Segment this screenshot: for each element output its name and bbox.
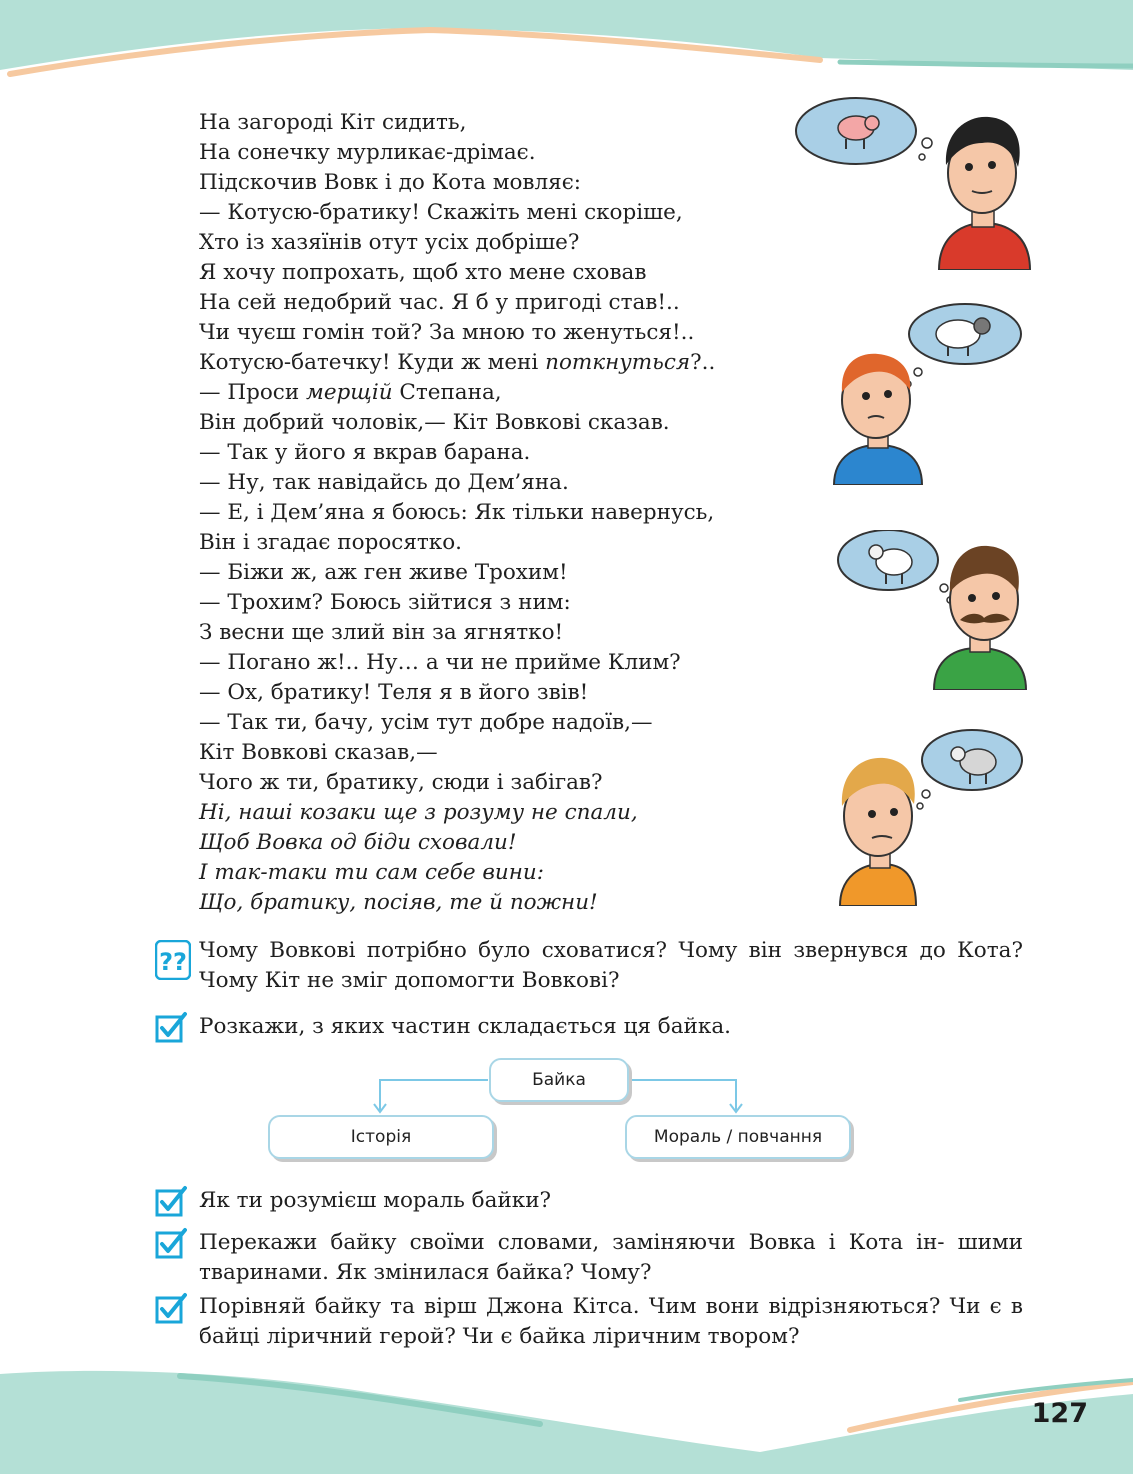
poem-text-run: — Трохим? Боюсь зійтися з ним: bbox=[199, 590, 571, 615]
poem-text-run: — Ну, так навідайсь до Дем’яна. bbox=[199, 470, 569, 495]
poem-text-run: Чого ж ти, братику, сюди і забігав? bbox=[199, 770, 603, 795]
question-marks-icon bbox=[155, 940, 191, 980]
poem-text-run: — Так ти, бачу, усім тут добре надоїв,— bbox=[199, 710, 653, 735]
poem-text-run: Степана, bbox=[392, 380, 502, 405]
poem-text-run: Підскочив Вовк і до Кота мовляє: bbox=[199, 170, 582, 195]
question-text: Чому Вовкові потрібно було сховатися? Чому він звернувся до Кота? Чому Кіт не зміг допомогти Вовкові? bbox=[199, 938, 1023, 993]
diagram-node-moral: Мораль / повчання bbox=[625, 1115, 851, 1159]
poem-text-run: Кіт Вовкові сказав,— bbox=[199, 740, 438, 765]
poem-line bbox=[199, 648, 839, 678]
poem-italic-text: мерщій bbox=[306, 380, 393, 405]
poem-line bbox=[199, 528, 839, 558]
task-retell-text: Перекажи байку своїми словами, заміняючи Вовка і Кота ін- шими тваринами. Як змінилася байка? Чому? bbox=[199, 1230, 1023, 1285]
top-decoration bbox=[0, 0, 1133, 90]
poem-line bbox=[199, 768, 839, 798]
poem-line bbox=[199, 138, 839, 168]
poem-line bbox=[199, 858, 839, 888]
poem-line bbox=[199, 288, 839, 318]
poem-line bbox=[199, 348, 839, 378]
poem-line bbox=[199, 558, 839, 588]
page-number: 127 bbox=[1031, 1398, 1088, 1429]
checkbox-icon bbox=[155, 1185, 187, 1217]
poem-text-run: Він добрий чоловік,— Кіт Вовкові сказав. bbox=[199, 410, 670, 435]
poem-line bbox=[199, 318, 839, 348]
poem-line bbox=[199, 498, 839, 528]
man-thinking-about-lamb-illustration bbox=[836, 530, 1031, 690]
poem-line bbox=[199, 588, 839, 618]
poem-line bbox=[199, 468, 839, 498]
poem-text-run: — Біжи ж, аж ген живе Трохим! bbox=[199, 560, 568, 585]
poem-text bbox=[199, 108, 839, 918]
poem-line bbox=[199, 828, 839, 858]
poem-text-run: Він і згадає поросятко. bbox=[199, 530, 462, 555]
svg-text:??: ?? bbox=[159, 948, 187, 976]
poem-line bbox=[199, 378, 839, 408]
poem-line bbox=[199, 408, 839, 438]
poem-text-run: — Е, і Дем’яна я боюсь: Як тільки навернусь, bbox=[199, 500, 715, 525]
poem-text-run: Чи чуєш гомін той? За мною то женуться!.. bbox=[199, 320, 695, 345]
poem-line bbox=[199, 708, 839, 738]
boy-thinking-about-calf-illustration bbox=[832, 728, 1032, 906]
poem-line bbox=[199, 738, 839, 768]
poem-line bbox=[199, 168, 839, 198]
poem-text-run: — Погано ж!.. Ну… а чи не прийме Клим? bbox=[199, 650, 681, 675]
boy-thinking-about-ram-illustration bbox=[830, 300, 1040, 485]
poem-text-run: На загороді Кіт сидить, bbox=[199, 110, 467, 135]
poem-text-run: З весни ще злий він за ягнятко! bbox=[199, 620, 564, 645]
task-moral-text: Як ти розумієш мораль байки? bbox=[199, 1188, 552, 1213]
poem-italic-text: Що, братику, посіяв, те й пожни! bbox=[199, 890, 598, 915]
poem-text-run: ?.. bbox=[690, 350, 716, 375]
poem-line bbox=[199, 798, 839, 828]
checkbox-icon bbox=[155, 1227, 187, 1259]
poem-line bbox=[199, 198, 839, 228]
task-compare-text: Порівняй байку та вірш Джона Кітса. Чим вони відрізняються? Чи є в байці ліричний герой? Чи є байка ліричним твором? bbox=[199, 1294, 1023, 1349]
poem-line bbox=[199, 678, 839, 708]
poem-text-run: Котусю-батечку! Куди ж мені bbox=[199, 350, 546, 375]
poem-text-run: Хто із хазяїнів отут усіх добріше? bbox=[199, 230, 580, 255]
boy-thinking-about-pig-illustration bbox=[794, 95, 1034, 270]
poem-italic-text: поткнуться bbox=[545, 350, 691, 375]
poem-line bbox=[199, 258, 839, 288]
poem-line bbox=[199, 888, 839, 918]
poem-italic-text: Щоб Вовка од біди сховали! bbox=[199, 830, 517, 855]
poem-line bbox=[199, 438, 839, 468]
bottom-decoration bbox=[0, 1364, 1133, 1474]
poem-text-run: На сей недобрий час. Я б у пригоді став!.. bbox=[199, 290, 680, 315]
fable-structure-diagram bbox=[268, 1058, 858, 1168]
poem-italic-text: Ні, наші козаки ще з розуму не спали, bbox=[199, 800, 638, 825]
poem-text-run: Я хочу попрохать, щоб хто мене сховав bbox=[199, 260, 647, 285]
checkbox-icon bbox=[155, 1292, 187, 1324]
poem-line bbox=[199, 228, 839, 258]
poem-text-run: — Ох, братику! Теля я в його звів! bbox=[199, 680, 589, 705]
poem-italic-text: І так-таки ти сам себе вини: bbox=[199, 860, 545, 885]
poem-text-run: — Котусю-братику! Скажіть мені скоріше, bbox=[199, 200, 683, 225]
checkbox-icon bbox=[155, 1011, 187, 1043]
poem-text-run: — Так у його я вкрав барана. bbox=[199, 440, 531, 465]
diagram-node-story: Історія bbox=[268, 1115, 494, 1159]
poem-line bbox=[199, 618, 839, 648]
poem-text-run: — Проси bbox=[199, 380, 306, 405]
poem-line bbox=[199, 108, 839, 138]
task-parts-text: Розкажи, з яких частин складається ця байка. bbox=[199, 1014, 731, 1039]
diagram-node-fable: Байка bbox=[489, 1058, 629, 1102]
poem-text-run: На сонечку мурликає-дрімає. bbox=[199, 140, 536, 165]
